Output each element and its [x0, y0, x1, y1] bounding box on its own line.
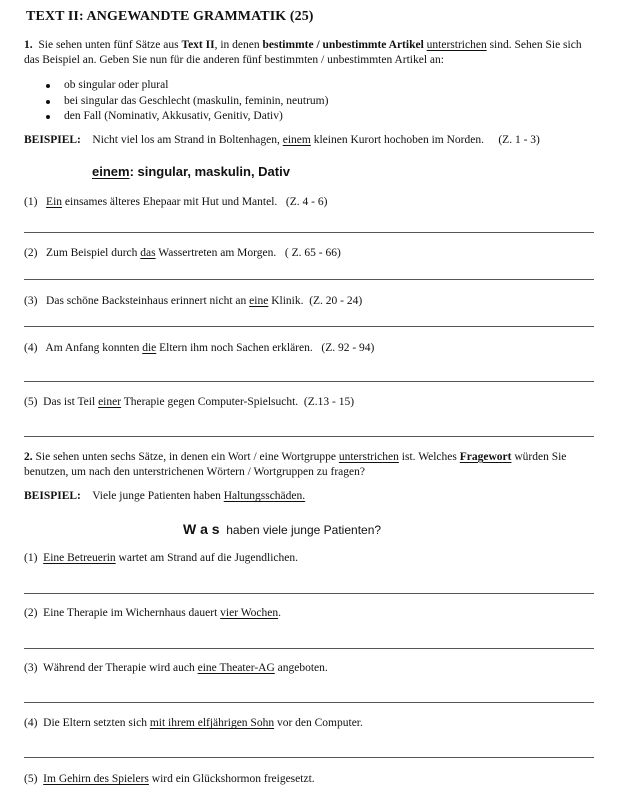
item-number: (1) — [24, 196, 38, 208]
task2-instructions — [24, 450, 586, 480]
item-line-ref: (Z.13 - 15) — [303, 396, 355, 408]
item-text-post: . — [278, 607, 281, 619]
example-answer-rest: haben viele junge Patienten? — [226, 523, 382, 537]
task1-intro-text: Sie sehen unten fünf Sätze aus — [38, 39, 182, 51]
task1-example — [24, 134, 540, 146]
task2-intro-underlined: unterstrichen — [338, 451, 399, 463]
item-text-post: angeboten. — [274, 662, 328, 674]
example-text: Nicht viel los am Strand in Boltenhagen, — [92, 134, 283, 146]
item-number: (5) — [24, 396, 38, 408]
item-text: Das schöne Backsteinhaus erinnert nicht an — [46, 295, 250, 307]
item-text-post: Klinik. — [268, 295, 304, 307]
task2-item — [24, 662, 328, 674]
task2-intro-bold: Fragewort — [459, 451, 512, 463]
item-text-post: vor den Computer. — [274, 717, 363, 729]
item-underlined: eine — [249, 295, 269, 307]
answer-line[interactable] — [24, 326, 594, 327]
example-text-post: kleinen Kurort hochoben im Norden. — [310, 134, 484, 146]
task1-example-answer — [92, 164, 290, 179]
item-line-ref: (Z. 4 - 6) — [285, 196, 328, 208]
item-underlined: Ein — [46, 196, 63, 208]
item-number: (5) — [24, 773, 38, 785]
task2-intro-text: Sie sehen unten sechs Sätze, in denen ein Wort / eine Wortgruppe — [35, 451, 339, 463]
answer-line[interactable] — [24, 702, 594, 703]
item-number: (3) — [24, 662, 38, 674]
task2-item — [24, 607, 281, 619]
item-text: Zum Beispiel durch — [46, 247, 141, 259]
item-text-post: Wassertreten am Morgen. — [155, 247, 277, 259]
task1-intro-mid: , in denen — [214, 39, 263, 51]
task2-intro-post: würden Sie benutzen, um nach den unterstrichenen Wörtern / Wortgruppen zu fragen? — [24, 451, 567, 478]
example-label: BEISPIEL: — [24, 490, 81, 502]
item-underlined: Eine Betreuerin — [43, 552, 116, 564]
item-number: (4) — [24, 717, 38, 729]
item-text-post: Therapie gegen Computer-Spielsucht. — [121, 396, 299, 408]
item-text: Während der Therapie wird auch — [42, 662, 198, 674]
item-text-post: wartet am Strand auf die Jugendlichen. — [115, 552, 298, 564]
item-underlined: Im Gehirn des Spielers — [43, 773, 149, 785]
item-number: (3) — [24, 295, 38, 307]
task1-item — [24, 247, 341, 259]
criteria-item: ob singular oder plural — [46, 78, 328, 94]
answer-line[interactable] — [24, 436, 594, 437]
answer-line[interactable] — [24, 232, 594, 233]
task1-text-ref: Text II — [181, 39, 215, 51]
item-text-post: wird ein Glückshormon freigesetzt. — [148, 773, 315, 785]
example-text: Viele junge Patienten haben — [92, 490, 224, 502]
answer-line[interactable] — [24, 593, 594, 594]
answer-line[interactable] — [24, 757, 594, 758]
task2-item — [24, 717, 363, 729]
example-underlined: Haltungsschäden. — [223, 490, 306, 502]
example-answer-word: einem — [92, 164, 130, 179]
item-text: Eine Therapie im Wichernhaus dauert — [43, 607, 221, 619]
task1-intro-bold: bestimmte / unbestimmte Artikel — [262, 39, 424, 51]
page-title: TEXT II: ANGEWANDTE GRAMMATIK (25) — [26, 9, 314, 24]
task2-item — [24, 552, 298, 564]
item-underlined: vier Wochen — [220, 607, 279, 619]
item-line-ref: (Z. 20 - 24) — [309, 295, 363, 307]
task1-criteria-list — [46, 78, 328, 125]
item-text: Die Eltern setzten sich — [43, 717, 150, 729]
task2-intro-mid: ist. Welches — [398, 451, 460, 463]
example-line-ref: (Z. 1 - 3) — [498, 134, 540, 146]
task2-item — [24, 773, 315, 785]
task1-intro-underlined: unterstrichen — [426, 39, 487, 51]
answer-line[interactable] — [24, 279, 594, 280]
item-number: (2) — [24, 607, 38, 619]
task1-number: 1. — [24, 39, 33, 51]
item-number: (4) — [24, 342, 38, 354]
task1-item — [24, 342, 374, 354]
task1-intro-post: sind. Sehen Sie sich das Beispiel an. Geben Sie nun für die anderen fünf bestimmten / unbestimmten Artikel an: — [24, 39, 582, 66]
task1-item — [24, 295, 362, 307]
task2-example — [24, 490, 305, 502]
criteria-item: bei singular das Geschlecht (maskulin, feminin, neutrum) — [46, 94, 328, 110]
item-underlined: eine Theater-AG — [197, 662, 275, 674]
task2-number: 2. — [24, 451, 33, 463]
task1-item — [24, 396, 354, 408]
item-underlined: die — [142, 342, 157, 354]
item-number: (1) — [24, 552, 38, 564]
example-label: BEISPIEL: — [24, 134, 81, 146]
item-line-ref: (Z. 92 - 94) — [321, 342, 375, 354]
item-line-ref: ( Z. 65 - 66) — [284, 247, 341, 259]
criteria-item: den Fall (Nominativ, Akkusativ, Genitiv, Dativ) — [46, 109, 328, 125]
item-text: Am Anfang konnten — [45, 342, 143, 354]
item-underlined: das — [140, 247, 156, 259]
example-answer-word: W a s — [183, 521, 220, 537]
item-text-post: Eltern ihm noch Sachen erklären. — [156, 342, 313, 354]
task2-example-answer — [183, 521, 381, 537]
item-text-post: einsames älteres Ehepaar mit Hut und Mantel. — [62, 196, 278, 208]
answer-line[interactable] — [24, 648, 594, 649]
item-text: Das ist Teil — [43, 396, 99, 408]
item-underlined: mit ihrem elfjährigen Sohn — [149, 717, 275, 729]
item-underlined: einer — [98, 396, 122, 408]
item-number: (2) — [24, 247, 38, 259]
task1-instructions — [24, 38, 586, 68]
example-underlined: einem — [282, 134, 311, 146]
example-answer-rest: : singular, maskulin, Dativ — [129, 164, 290, 179]
task1-item — [24, 196, 327, 208]
answer-line[interactable] — [24, 381, 594, 382]
